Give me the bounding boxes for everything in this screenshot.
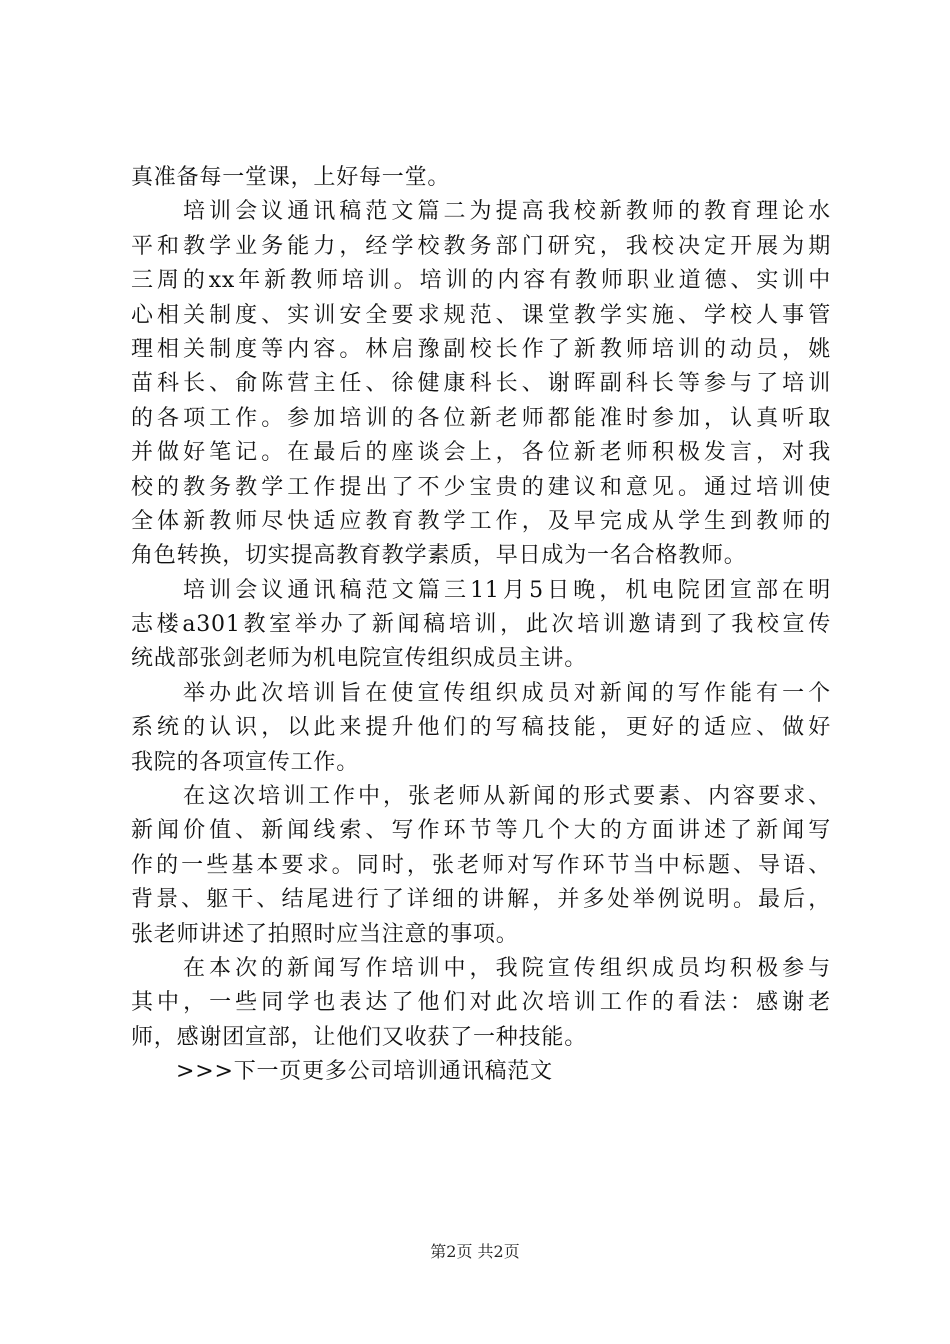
text-line: 背景、躯干、结尾进行了详细的讲解，并多处举例说明。最后， [131,887,831,913]
text-line: 在本次的新闻写作培训中，我院宣传组织成员均积极参与 [183,955,831,981]
text-line: 全体新教师尽快适应教育教学工作，及早完成从学生到教师的 [131,508,831,534]
text-line: 真准备每一堂课，上好每一堂。 [131,165,451,190]
text-line: 志楼a301教室举办了新闻稿培训，此次培训邀请到了我校宣传 [131,612,831,638]
text-line: 师，感谢团宣部，让他们又收获了一种技能。 [131,1024,588,1050]
document-body [131,161,831,1090]
next-page-link[interactable]: >>>下一页更多公司培训通讯稿范文 [176,1059,553,1085]
text-line: 平和教学业务能力，经学校教务部门研究，我校决定开展为期 [131,233,831,259]
text-line: 在这次培训工作中，张老师从新闻的形式要素、内容要求、 [183,784,831,810]
text-line: 三周的xx年新教师培训。培训的内容有教师职业道德、实训中 [131,268,831,294]
text-line: 苗科长、俞陈营主任、徐健康科长、谢晖副科长等参与了培训 [131,371,831,397]
text-line: 培训会议通讯稿范文篇三11月5日晚，机电院团宣部在明 [183,577,831,603]
text-line: 我院的各项宣传工作。 [131,749,360,775]
text-line: 统战部张剑老师为机电院宣传组织成员主讲。 [131,646,588,672]
text-line: 的各项工作。参加培训的各位新老师都能准时参加，认真听取 [131,405,831,431]
text-line: 举办此次培训旨在使宣传组织成员对新闻的写作能有一个 [183,680,831,706]
text-line: 心相关制度、实训安全要求规范、课堂教学实施、学校人事管 [131,302,831,328]
text-line: 培训会议通讯稿范文篇二为提高我校新教师的教育理论水 [183,199,831,225]
text-line: 新闻价值、新闻线索、写作环节等几个大的方面讲述了新闻写 [131,818,831,844]
text-line: 其中，一些同学也表达了他们对此次培训工作的看法：感谢老 [131,990,831,1016]
text-line: 并做好笔记。在最后的座谈会上，各位新老师积极发言，对我 [131,440,831,466]
text-line: 理相关制度等内容。林启豫副校长作了新教师培训的动员，姚 [131,336,831,362]
text-line: 校的教务教学工作提出了不少宝贵的建议和意见。通过培训使 [131,474,831,500]
text-line: 系统的认识，以此来提升他们的写稿技能，更好的适应、做好 [131,715,831,741]
text-line: 作的一些基本要求。同时，张老师对写作环节当中标题、导语、 [131,852,831,878]
page-footer: 第2页 共2页 [430,1242,520,1261]
text-line: 张老师讲述了拍照时应当注意的事项。 [131,921,519,947]
text-line: 角色转换，切实提高教育教学素质，早日成为一名合格教师。 [131,543,747,569]
